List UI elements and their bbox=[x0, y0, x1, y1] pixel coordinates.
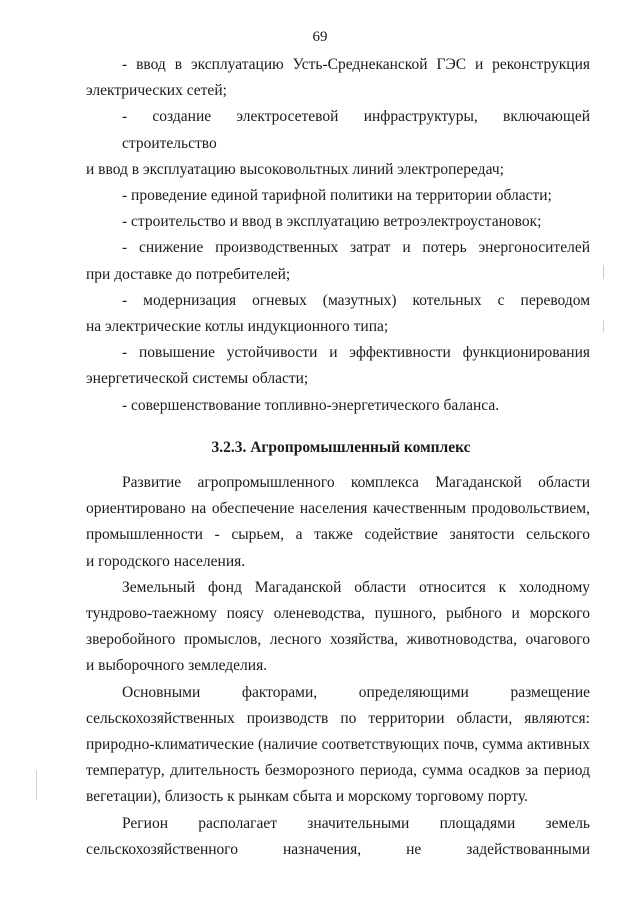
paragraph-line: природно-климатические (наличие соответствующих почв, сумма активных bbox=[86, 736, 590, 754]
list-item-line: - строительство и ввод в эксплуатацию ветроэлектроустановок; bbox=[122, 213, 542, 231]
list-item bbox=[86, 52, 590, 104]
list-item bbox=[86, 393, 590, 419]
paragraph-line: Основными факторами, определяющими размещение bbox=[122, 683, 590, 701]
list-item-line: и ввод в эксплуатацию высоковольтных линий электропередач; bbox=[86, 160, 504, 178]
paragraph bbox=[86, 811, 590, 863]
list-item-line: - модернизация огневых (мазутных) котельных с переводом bbox=[122, 291, 590, 309]
list-item bbox=[86, 235, 590, 287]
paragraph bbox=[86, 470, 590, 575]
paragraph-line: Развитие агропромышленного комплекса Магаданской области bbox=[122, 474, 590, 492]
list-item-line: - проведение единой тарифной политики на территории области; bbox=[122, 187, 552, 205]
paragraph-line: сельскохозяйственного назначения, не задействованными bbox=[86, 840, 590, 858]
paragraph-line: промышленности - сырьем, а также содействие занятости сельского bbox=[86, 526, 590, 544]
list-item bbox=[86, 183, 590, 209]
paragraph-line: ориентировано на обеспечение населения качественным продовольствием, bbox=[86, 500, 590, 518]
list-item-line: - создание электросетевой инфраструктуры, включающей строительство bbox=[122, 108, 590, 152]
list-item-line: - снижение производственных затрат и потерь энергоносителей bbox=[122, 239, 590, 257]
section-heading: 3.2.3. Агропромышленный комплекс bbox=[211, 438, 471, 456]
list-item-line: электрических сетей; bbox=[86, 82, 227, 100]
scan-artifact bbox=[36, 770, 37, 800]
paragraph-line: и городского населения. bbox=[86, 552, 246, 570]
page-number: 69 bbox=[312, 29, 328, 45]
list-item bbox=[86, 340, 590, 392]
paragraph-line: Регион располагает значительными площадями земель bbox=[122, 814, 590, 832]
list-item-line: - повышение устойчивости и эффективности функционирования bbox=[122, 344, 590, 362]
list-item-line: при доставке до потребителей; bbox=[86, 265, 291, 283]
paragraph-line: Земельный фонд Магаданской области относится к холодному bbox=[122, 578, 590, 596]
scan-artifact bbox=[603, 265, 604, 279]
paragraph-line: температур, длительность безморозного периода, сумма осадков за период bbox=[86, 762, 590, 780]
paragraph bbox=[86, 575, 590, 680]
list-item-line: - совершенствование топливно-энергетического баланса. bbox=[122, 396, 500, 414]
list-item-line: энергетической системы области; bbox=[86, 370, 309, 388]
paragraph-line: сельскохозяйственных производств по территории области, являются: bbox=[86, 709, 590, 727]
list-item bbox=[86, 104, 590, 183]
list-item bbox=[86, 209, 590, 235]
paragraph-line: тундрово-таежному поясу оленеводства, пушного, рыбного и морского bbox=[86, 605, 590, 623]
scan-artifact bbox=[603, 320, 604, 332]
paragraph-line: зверобойного промыслов, лесного хозяйства, животноводства, очагового bbox=[86, 631, 590, 649]
paragraph bbox=[86, 680, 590, 811]
list-item-line: на электрические котлы индукционного типа; bbox=[86, 318, 389, 336]
list-item-line: - ввод в эксплуатацию Усть-Среднеканской ГЭС и реконструкция bbox=[122, 56, 590, 73]
paragraph-line: и выборочного земледелия. bbox=[86, 657, 268, 675]
page-content bbox=[86, 52, 590, 863]
list-item bbox=[86, 288, 590, 340]
paragraph-line: вегетации), близость к рынкам сбыта и морскому торговому порту. bbox=[86, 788, 528, 806]
